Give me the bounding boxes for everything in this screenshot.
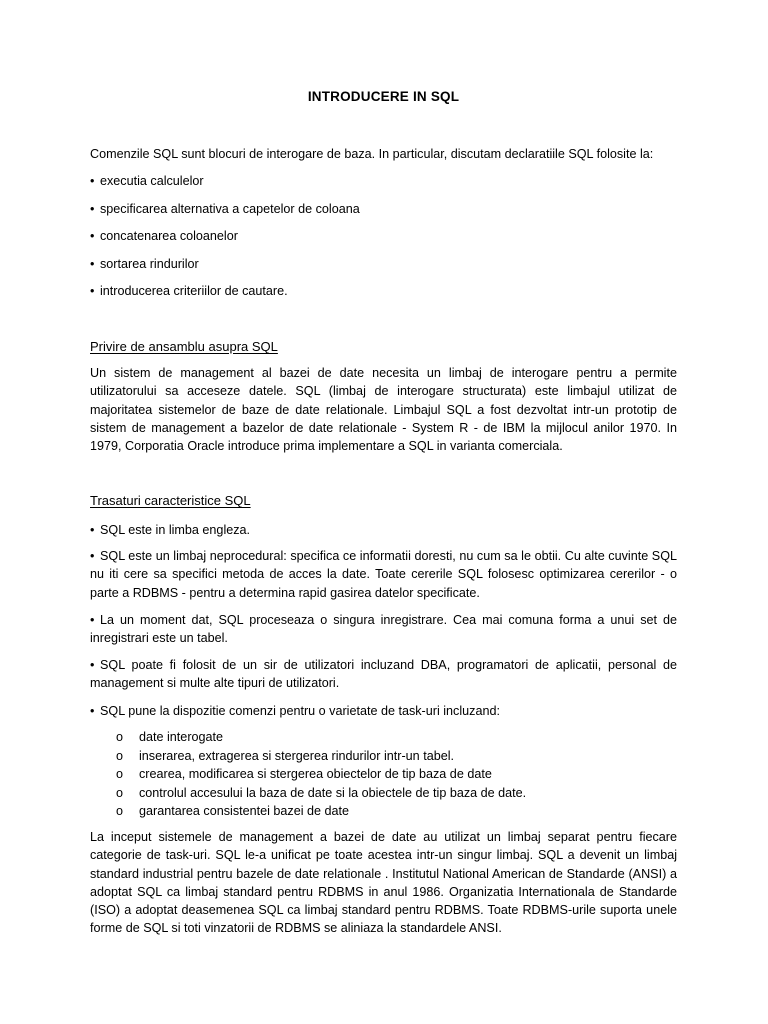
- intro-list-item: • concatenarea coloanelor: [90, 227, 238, 245]
- bullet-icon: •: [90, 256, 95, 271]
- bullet-icon: •: [90, 201, 95, 216]
- circle-bullet-icon: o: [116, 785, 124, 800]
- circle-bullet-icon: o: [116, 804, 124, 819]
- document-title: INTRODUCERE IN SQL: [307, 89, 460, 104]
- sub-list-item: o inserarea, extragerea si stergerea rindurilor intr-un tabel.: [116, 747, 526, 766]
- section-heading-features: Trasaturi caracteristice SQL: [90, 493, 251, 508]
- bullet-icon: •: [90, 523, 95, 537]
- circle-bullet-icon: o: [116, 730, 124, 744]
- feature-point: • SQL pune la dispozitie comenzi pentru o varietate de task-uri incluzand:: [90, 702, 677, 720]
- closing-paragraph: La inceput sistemele de management a bazei de date au utilizat un limbaj separat pentru fiecare categorie de task-uri. SQL le-a unificat pe toate acestea intr-un singur limbaj. SQL a devenit un limbaj standard industrial pentru bazele de date relationale . Institutul National American de Standarde (ANSI) a adoptat SQL ca limbaj standard pentru RDBMS in anul 1986. Organizatia Internationala de Standarde (ISO) a adoptat deasemenea SQL ca limbaj standard pentru RDBMS. Toate RDBMS-urile suporta unele forme de SQL si toti vinzatorii de RDBMS se aliniaza la standardele ANSI.: [90, 830, 677, 936]
- bullet-icon: •: [90, 284, 95, 298]
- bullet-icon: •: [90, 704, 95, 718]
- bullet-icon: •: [90, 229, 95, 243]
- sub-list-item: o crearea, modificarea si stergerea obiectelor de tip baza de date: [116, 765, 526, 784]
- intro-list-item: • specificarea alternativa a capetelor de coloana: [90, 200, 360, 218]
- bullet-icon: •: [90, 658, 95, 672]
- sub-list-item: o controlul accesului la baza de date si la obiectele de tip baza de date.: [116, 784, 526, 803]
- overview-paragraph: Un sistem de management al bazei de date necesita un limbaj de interogare pentru a permite utilizatorului sa acceseze datele. SQL (limbaj de interogare structurata) este limbajul utilizat de majoritatea sistemelor de baze de date relationale. Limbajul SQL a fost dezvoltat intr-un prototip de sistem de management a bazelor de date relationale - System R - de IBM la mijlocul anilor 1970. In 1979, Corporatia Oracle introduce prima implementare a SQL in varianta comerciala.: [90, 366, 677, 454]
- section-heading-overview: Privire de ansamblu asupra SQL: [90, 339, 278, 354]
- feature-point: • SQL este un limbaj neprocedural: specifica ce informatii doresti, nu cum sa le obtii. Cu alte cuvinte SQL nu iti cere sa specifici metoda de acces la date. Toate cererile SQL folosesc optimizarea cererilor - o parte a RDBMS - pentru a determina rapid gasirea datelor specificate.: [90, 549, 677, 600]
- feature-point: • SQL poate fi folosit de un sir de utilizatori incluzand DBA, programatori de aplicatii, personal de management si multe alte tipuri de utilizatori.: [90, 658, 677, 691]
- circle-bullet-icon: o: [116, 748, 124, 763]
- intro-list-item: • introducerea criteriilor de cautare.: [90, 282, 288, 300]
- intro-list-item: • sortarea rindurilor: [90, 255, 199, 273]
- bullet-icon: •: [90, 613, 95, 627]
- circle-bullet-icon: o: [116, 767, 124, 782]
- feature-point: • La un moment dat, SQL proceseaza o singura inregistrare. Cea mai comuna forma a unui set de inregistrari este un tabel.: [90, 613, 677, 646]
- intro-list-item: • executia calculelor: [90, 172, 204, 190]
- sub-list-item: o date interogate: [116, 728, 526, 747]
- bullet-icon: •: [90, 549, 95, 563]
- bullet-icon: •: [90, 174, 95, 188]
- sub-task-list: [116, 728, 526, 821]
- intro-paragraph: Comenzile SQL sunt blocuri de interogare de baza. In particular, discutam declaratiile SQL folosite la:: [90, 147, 654, 161]
- feature-point: • SQL este in limba engleza.: [90, 521, 677, 539]
- sub-list-item: o garantarea consistentei bazei de date: [116, 802, 526, 821]
